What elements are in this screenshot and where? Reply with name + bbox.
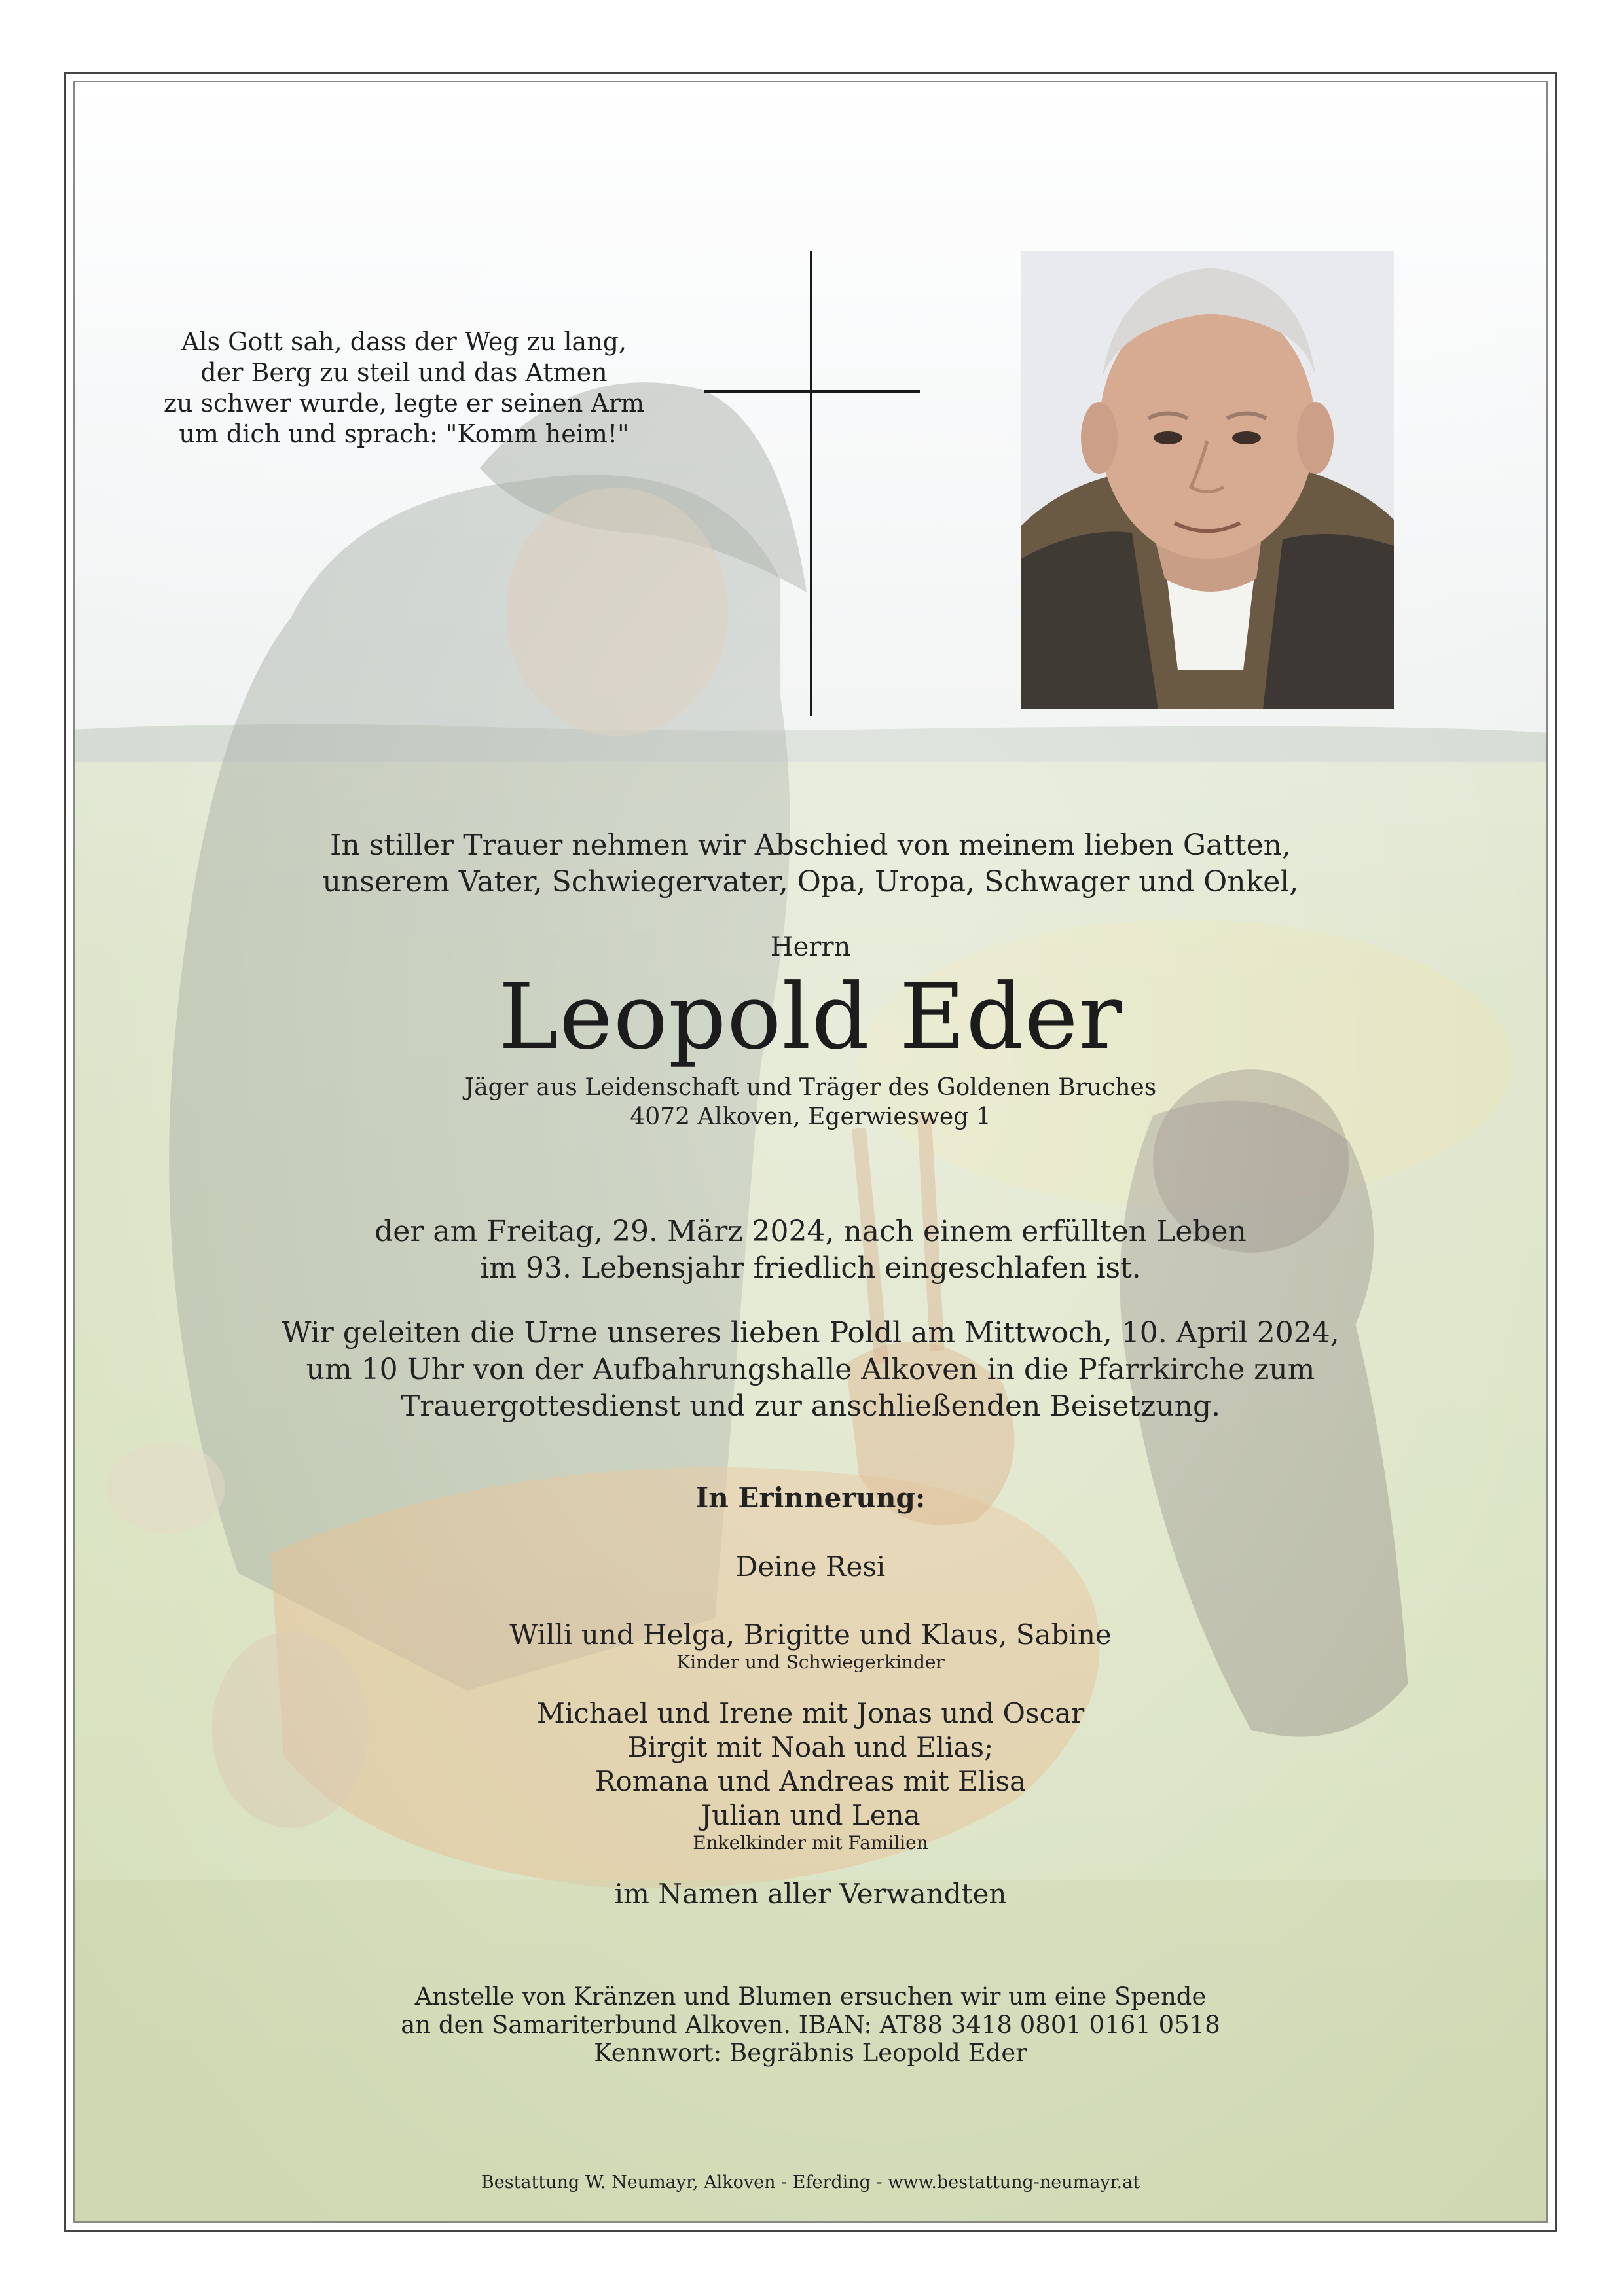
quote-line: der Berg zu steil und das Atmen (200, 358, 608, 387)
portrait-photo (1021, 251, 1394, 709)
quote-line: zu schwer wurde, legte er seinen Arm (163, 389, 645, 418)
cross-icon (704, 251, 920, 716)
funeral-line: Wir geleiten die Urne unseres lieben Poldl am Mittwoch, 10. April 2024, (282, 1316, 1340, 1350)
salutation: Herrn (770, 932, 851, 962)
death-line: im 93. Lebensjahr friedlich eingeschlafen ist. (480, 1251, 1141, 1285)
memorial-title: In Erinnerung: (695, 1482, 926, 1514)
quote-line: um dich und sprach: "Komm heim!" (179, 420, 629, 448)
funeral-line: Trauergottesdienst und zur anschließenden Beisetzung. (400, 1390, 1221, 1423)
grandchildren-caption: Enkelkinder mit Familien (693, 1832, 928, 1854)
memorial-quote (158, 327, 649, 450)
grandchildren-line: Romana und Andreas mit Elisa (594, 1765, 1027, 1797)
donation-line: an den Samariterbund Alkoven. IBAN: AT88 3418 0801 0161 0518 (401, 2011, 1220, 2039)
quote-line: Als Gott sah, dass der Weg zu lang, (181, 327, 627, 356)
intro-text (73, 827, 1548, 901)
death-line: der am Freitag, 29. März 2024, nach einem erfüllten Leben (374, 1215, 1247, 1248)
intro-line: unserem Vater, Schwiegervater, Opa, Uropa, Schwager und Onkel, (322, 865, 1299, 899)
grandchildren-group (73, 1696, 1548, 1854)
grandchildren-line: Michael und Irene mit Jonas und Oscar (536, 1697, 1085, 1729)
intro-line: In stiller Trauer nehmen wir Abschied von meinem lieben Gatten, (330, 829, 1291, 862)
cross-horizontal-beam (704, 390, 920, 393)
children-names: Willi und Helga, Brigitte und Klaus, Sabine (509, 1619, 1112, 1651)
obituary-content (73, 81, 1548, 2223)
funeral-home-footer: Bestattung W. Neumayr, Alkoven - Eferding - www.bestattung-neumayr.at (481, 2172, 1140, 2193)
deceased-description (73, 1073, 1548, 1132)
grandchildren-line: Birgit mit Noah und Elias; (627, 1731, 994, 1763)
children-caption: Kinder und Schwiegerkinder (676, 1651, 945, 1673)
donation-notice (73, 1982, 1548, 2067)
funeral-line: um 10 Uhr von der Aufbahrungshalle Alkoven in die Pfarrkirche zum (306, 1353, 1315, 1386)
cross-vertical-beam (810, 251, 812, 716)
description-text: Jäger aus Leidenschaft und Träger des Goldenen Bruches (464, 1074, 1157, 1101)
relatives-line: im Namen aller Verwandten (614, 1878, 1007, 1910)
spouse-name: Deine Resi (735, 1551, 886, 1583)
death-notice (73, 1213, 1548, 1287)
grandchildren-line: Julian und Lena (701, 1799, 921, 1831)
address-text: 4072 Alkoven, Egerwiesweg 1 (630, 1103, 991, 1130)
portrait-image (1021, 251, 1394, 709)
funeral-notice (73, 1315, 1548, 1425)
donation-line: Anstelle von Kränzen und Blumen ersuchen wir um eine Spende (414, 1982, 1207, 2011)
deceased-name: Leopold Eder (498, 964, 1123, 1069)
donation-line: Kennwort: Begräbnis Leopold Eder (594, 2039, 1027, 2067)
children-group (73, 1618, 1548, 1673)
